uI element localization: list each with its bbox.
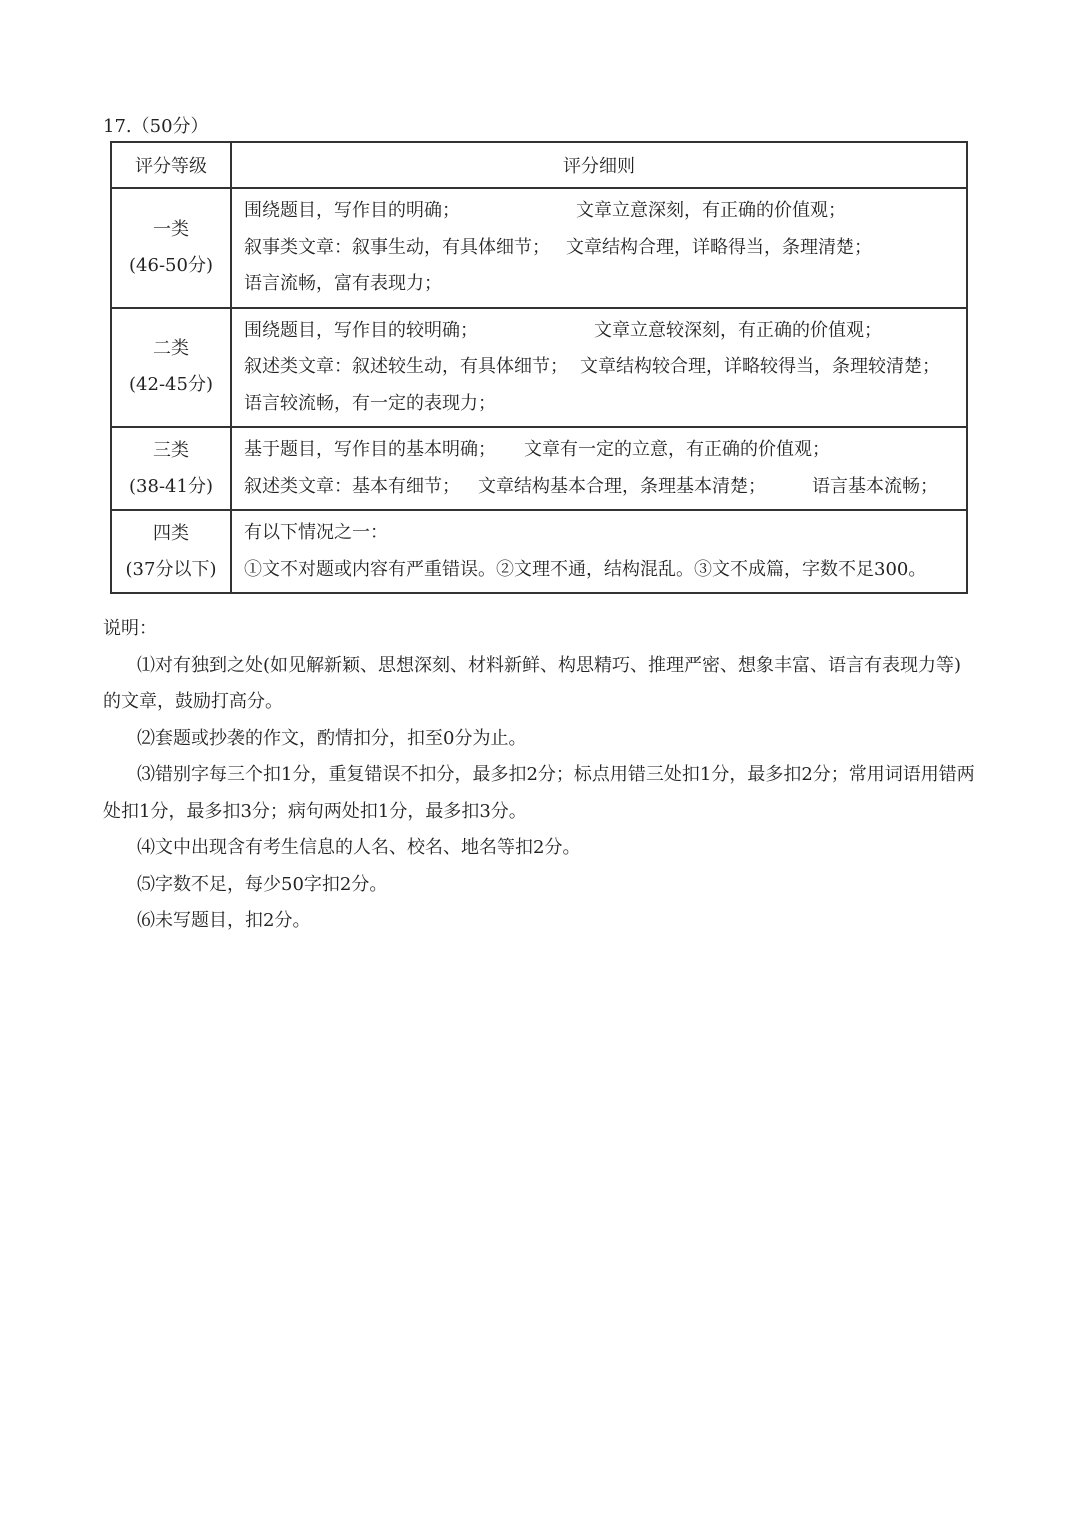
criteria-line xyxy=(244,230,966,267)
criteria-line xyxy=(244,313,966,350)
criteria-line xyxy=(244,386,966,423)
note-item: ⑷文中出现含有考生信息的人名、校名、地名等扣2分。 xyxy=(137,837,581,858)
level-range: (42-45分) xyxy=(129,374,213,396)
criteria-line xyxy=(244,349,966,386)
level-range: (37分以下) xyxy=(125,558,217,580)
criteria-line xyxy=(244,432,966,469)
criteria-text: 叙述类文章：叙述较生动，有具体细节； xyxy=(244,356,568,377)
criteria-text: ①文不对题或内容有严重错误。②文理不通，结构混乱。③文不成篇，字数不足300。 xyxy=(244,558,927,580)
table-header-row xyxy=(111,142,967,188)
level-range: (38-41分) xyxy=(129,475,213,497)
criteria-text: 文章立意较深刻，有正确的价值观； xyxy=(594,319,882,341)
note-item: ⑵套题或抄袭的作文，酌情扣分，扣至0分为止。 xyxy=(137,727,527,749)
level-name: 二类 xyxy=(153,338,189,360)
table-row xyxy=(111,427,967,510)
criteria-line xyxy=(244,266,966,303)
level-cell xyxy=(111,188,231,308)
level-cell xyxy=(111,510,231,593)
question-title: 17.（50分） xyxy=(103,116,209,137)
notes-heading: 说明： xyxy=(103,618,157,639)
header-level: 评分等级 xyxy=(111,142,231,188)
criteria-text: 文章有一定的立意，有正确的价值观； xyxy=(524,439,830,460)
level-name: 一类 xyxy=(153,218,189,240)
criteria-text: 叙述类文章：基本有细节； xyxy=(244,475,460,497)
criteria-text: 围绕题目，写作目的明确； xyxy=(244,200,460,221)
scoring-rubric-table xyxy=(110,141,968,594)
criteria-text: 基于题目，写作目的基本明确； xyxy=(244,439,496,460)
criteria-text: 文章结构较合理，详略较得当，条理较清楚； xyxy=(580,356,940,377)
criteria-text: 语言流畅，富有表现力； xyxy=(244,273,442,294)
criteria-cell xyxy=(231,188,967,308)
criteria-line xyxy=(244,469,966,506)
note-item: ⑹未写题目，扣2分。 xyxy=(137,910,311,931)
criteria-line xyxy=(244,193,966,230)
note-item: ⑴对有独到之处(如见解新颖、思想深刻、材料新鲜、构思精巧、推理严密、想象丰富、语言有表现力等)的文章，鼓励打高分。 xyxy=(103,654,962,712)
note-item: ⑶错别字每三个扣1分，重复错误不扣分，最多扣2分；标点用错三处扣1分，最多扣2分；常用词语用错两处扣1分，最多扣3分；病句两处扣1分，最多扣3分。 xyxy=(103,764,975,822)
criteria-text: 有以下情况之一： xyxy=(244,522,388,543)
table-row xyxy=(111,510,967,593)
criteria-cell xyxy=(231,510,967,593)
criteria-text: 语言较流畅，有一定的表现力； xyxy=(244,392,496,414)
criteria-text: 文章结构基本合理，条理基本清楚； xyxy=(478,475,766,497)
criteria-line xyxy=(244,515,966,552)
criteria-text: 文章立意深刻，有正确的价值观； xyxy=(576,200,846,221)
level-cell xyxy=(111,308,231,428)
table-row xyxy=(111,308,967,428)
criteria-line xyxy=(244,552,966,589)
header-criteria: 评分细则 xyxy=(231,142,967,188)
level-name: 三类 xyxy=(153,439,189,461)
table-row xyxy=(111,188,967,308)
criteria-text: 语言基本流畅； xyxy=(812,475,938,497)
level-range: (46-50分) xyxy=(129,254,213,276)
criteria-cell xyxy=(231,308,967,428)
note-item: ⑸字数不足，每少50字扣2分。 xyxy=(137,873,388,895)
criteria-text: 文章结构合理，详略得当，条理清楚； xyxy=(566,236,872,258)
level-cell xyxy=(111,427,231,510)
notes-section xyxy=(103,611,978,940)
level-name: 四类 xyxy=(153,522,189,544)
criteria-text: 围绕题目，写作目的较明确； xyxy=(244,319,478,341)
criteria-text: 叙事类文章：叙事生动，有具体细节； xyxy=(244,236,550,258)
criteria-cell xyxy=(231,427,967,510)
